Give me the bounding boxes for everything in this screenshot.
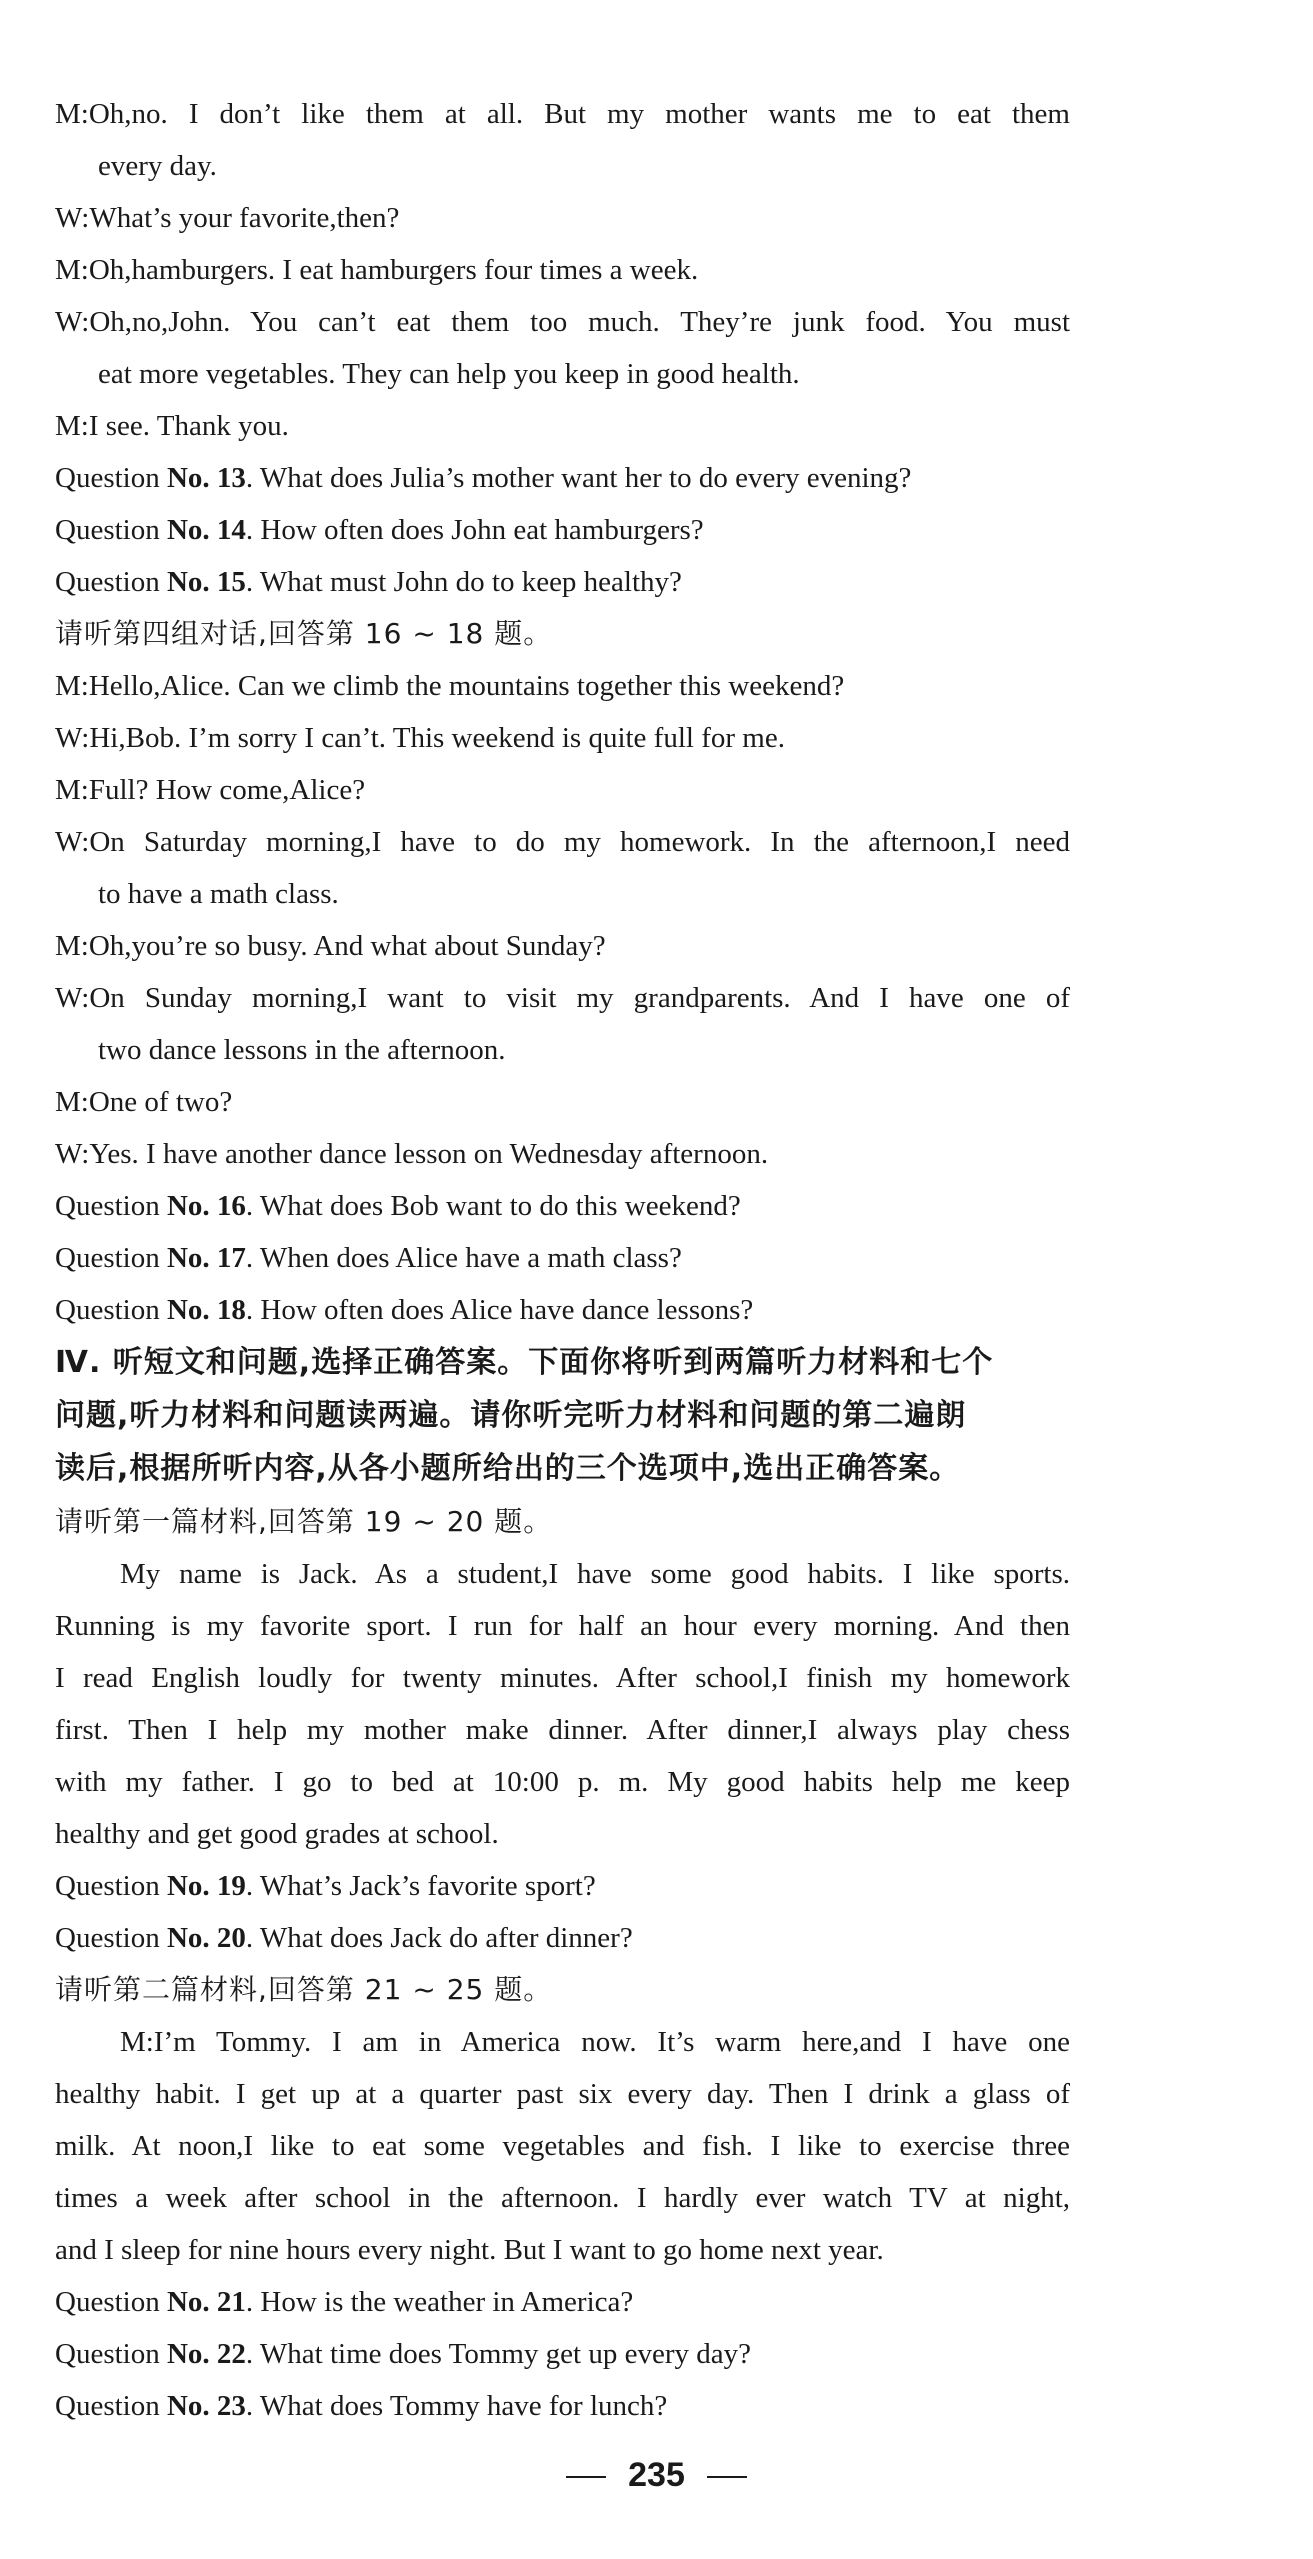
question-label: Question <box>55 1294 160 1326</box>
question-label: Question <box>55 462 160 494</box>
question-number: No. 18 <box>166 1294 246 1326</box>
question-label: Question <box>55 514 160 546</box>
section-instruction: 请听第四组对话,回答第 16 ~ 18 题。 <box>55 617 553 650</box>
question-18 <box>55 1284 753 1336</box>
dialogue-line: M:Oh,no. I don’t like them at all. But my mother wants me to eat them <box>55 98 1070 130</box>
dialogue-line: W:What’s your favorite,then? <box>55 202 400 234</box>
dialogue-line: M:I see. Thank you. <box>55 410 289 442</box>
question-label: Question <box>55 1870 160 1902</box>
passage-line: with my father. I go to bed at 10:00 p. m. My good habits help me keep <box>55 1766 1070 1798</box>
question-20 <box>55 1912 633 1964</box>
part-heading: 读后,根据所听内容,从各小题所给出的三个选项中,选出正确答案。 <box>55 1451 961 1486</box>
question-23 <box>55 2380 667 2432</box>
passage-line: I read English loudly for twenty minutes. After school,I finish my homework <box>55 1662 1070 1694</box>
passage-line: and I sleep for nine hours every night. But I want to go home next year. <box>55 2234 884 2266</box>
passage-line: milk. At noon,I like to eat some vegetables and fish. I like to exercise three <box>55 2130 1070 2162</box>
question-number: No. 16 <box>166 1190 246 1222</box>
dialogue-line: two dance lessons in the afternoon. <box>98 1034 506 1066</box>
question-number: No. 15 <box>166 566 246 598</box>
section-instruction: 请听第二篇材料,回答第 21 ~ 25 题。 <box>55 1973 553 2006</box>
question-text: . What does Bob want to do this weekend? <box>245 1190 741 1222</box>
question-text: . What’s Jack’s favorite sport? <box>245 1870 596 1902</box>
question-text: . How is the weather in America? <box>245 2286 634 2318</box>
question-text: . How often does John eat hamburgers? <box>245 514 704 546</box>
dialogue-line: M:Full? How come,Alice? <box>55 774 366 806</box>
question-label: Question <box>55 1242 160 1274</box>
question-text: . What must John do to keep healthy? <box>245 566 682 598</box>
dialogue-line: every day. <box>98 150 217 182</box>
question-number: No. 19 <box>166 1870 246 1902</box>
dialogue-line: W:Yes. I have another dance lesson on Wednesday afternoon. <box>55 1138 769 1170</box>
dialogue-line: to have a math class. <box>98 878 339 910</box>
dialogue-line: eat more vegetables. They can help you keep in good health. <box>98 358 800 390</box>
question-text: . How often does Alice have dance lessons? <box>245 1294 754 1326</box>
question-label: Question <box>55 2390 160 2422</box>
question-16 <box>55 1180 741 1232</box>
passage-line: Running is my favorite sport. I run for half an hour every morning. And then <box>55 1610 1070 1642</box>
dialogue-line: M:Oh,hamburgers. I eat hamburgers four times a week. <box>55 254 699 286</box>
part-heading: Ⅳ. 听短文和问题,选择正确答案。下面你将听到两篇听力材料和七个 <box>55 1345 994 1380</box>
question-text: . What does Tommy have for lunch? <box>245 2390 668 2422</box>
question-text: . What does Julia’s mother want her to do every evening? <box>245 462 912 494</box>
question-22 <box>55 2328 751 2380</box>
question-number: No. 17 <box>166 1242 246 1274</box>
question-number: No. 23 <box>166 2390 246 2422</box>
dialogue-line: M:One of two? <box>55 1086 233 1118</box>
question-text: . What time does Tommy get up every day? <box>245 2338 752 2370</box>
section-instruction: 请听第一篇材料,回答第 19 ~ 20 题。 <box>55 1505 553 1538</box>
dialogue-line: M:Oh,you’re so busy. And what about Sunday? <box>55 930 606 962</box>
question-text: . What does Jack do after dinner? <box>245 1922 633 1954</box>
question-label: Question <box>55 1190 160 1222</box>
page-number-value: 235 <box>628 2456 685 2494</box>
page-number-dash <box>566 2476 606 2478</box>
question-15 <box>55 556 682 608</box>
question-number: No. 21 <box>166 2286 246 2318</box>
dialogue-line: W:Oh,no,John. You can’t eat them too much. They’re junk food. You must <box>55 306 1070 338</box>
question-label: Question <box>55 1922 160 1954</box>
passage-line: healthy and get good grades at school. <box>55 1818 499 1850</box>
passage-line: My name is Jack. As a student,I have some good habits. I like sports. <box>120 1558 1070 1590</box>
page-number-dash <box>707 2476 747 2478</box>
page-number <box>0 2456 1313 2495</box>
passage-line: M:I’m Tommy. I am in America now. It’s warm here,and I have one <box>120 2026 1070 2058</box>
question-17 <box>55 1232 682 1284</box>
question-14 <box>55 504 704 556</box>
question-number: No. 20 <box>166 1922 246 1954</box>
question-13 <box>55 452 911 504</box>
question-label: Question <box>55 2286 160 2318</box>
part-heading: 问题,听力材料和问题读两遍。请你听完听力材料和问题的第二遍朗 <box>55 1398 967 1433</box>
dialogue-line: W:On Sunday morning,I want to visit my grandparents. And I have one of <box>55 982 1070 1014</box>
passage-line: times a week after school in the afternoon. I hardly ever watch TV at night, <box>55 2182 1070 2214</box>
question-21 <box>55 2276 633 2328</box>
dialogue-line: W:On Saturday morning,I have to do my homework. In the afternoon,I need <box>55 826 1070 858</box>
question-19 <box>55 1860 596 1912</box>
dialogue-line: W:Hi,Bob. I’m sorry I can’t. This weekend is quite full for me. <box>55 722 785 754</box>
question-number: No. 14 <box>166 514 246 546</box>
dialogue-line: M:Hello,Alice. Can we climb the mountains together this weekend? <box>55 670 845 702</box>
question-label: Question <box>55 2338 160 2370</box>
question-label: Question <box>55 566 160 598</box>
question-number: No. 13 <box>166 462 246 494</box>
passage-line: first. Then I help my mother make dinner. After dinner,I always play chess <box>55 1714 1070 1746</box>
question-number: No. 22 <box>166 2338 246 2370</box>
passage-line: healthy habit. I get up at a quarter past six every day. Then I drink a glass of <box>55 2078 1070 2110</box>
question-text: . When does Alice have a math class? <box>245 1242 682 1274</box>
